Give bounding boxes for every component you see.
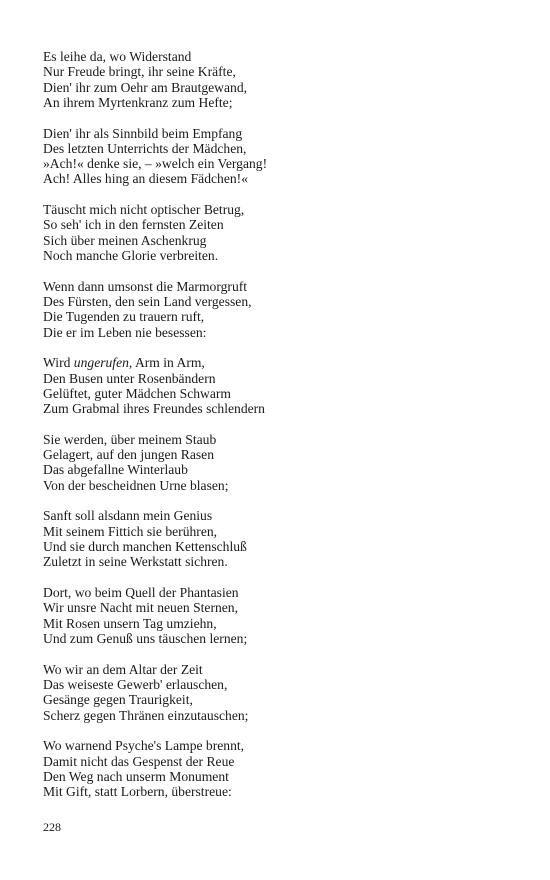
verse-line: Gelüftet, guter Mädchen Schwarm [43,385,231,401]
poem-page [43,49,523,815]
verse-line: Das abgefallne Winterlaub [43,462,188,478]
verse-line: An ihrem Myrtenkranz zum Hefte; [43,94,233,110]
verse-line: Den Busen unter Rosenbändern [43,370,216,386]
verse-line: Des Fürsten, den sein Land vergessen, [43,294,252,310]
stanza-10 [43,738,523,799]
verse-line: Gelagert, auf den jungen Rasen [43,447,214,463]
verse-line: Von der bescheidnen Urne blasen; [43,477,229,493]
verse-line: Und sie durch manchen Kettenschluß [43,539,247,555]
verse-line: »Ach!« denke sie, – »welch ein Vergang! [43,156,268,172]
verse-line: Den Weg nach unserm Monument [43,768,229,784]
verse-line: Ach! Alles hing an diesem Fädchen!« [43,171,248,187]
stanza-6 [43,432,523,493]
verse-line: Gesänge gegen Traurigkeit, [43,692,193,708]
verse-line: Sich über meinen Aschenkrug [43,232,207,248]
stanza-4 [43,279,523,340]
verse-line: Wenn dann umsonst die Marmorgruft [43,278,248,294]
stanza-2 [43,126,523,187]
verse-line: Noch manche Glorie verbreiten. [43,248,219,264]
verse-line: Dort, wo beim Quell der Phantasien [43,585,239,601]
verse-line: Täuscht mich nicht optischer Betrug, [43,202,245,218]
verse-line: Es leihe da, wo Widerstand [43,49,192,64]
verse-line: So seh' ich in den fernsten Zeiten [43,217,224,233]
verse-line [43,355,523,370]
verse-line: Mit seinem Fittich sie berühren, [43,523,218,539]
verse-line: Die er im Leben nie besessen: [43,324,207,340]
verse-line: Wir unsre Nacht mit neuen Sternen, [43,600,238,616]
page-number: 228 [43,820,61,834]
verse-line: Zuletzt in seine Werkstatt sichren. [43,554,228,570]
verse-line: Dien' ihr zum Oehr am Brautgewand, [43,79,248,95]
verse-line: Des letzten Unterrichts der Mädchen, [43,140,247,156]
verse-line: Das weiseste Gewerb' erlauschen, [43,676,228,692]
verse-fragment: Wird [43,355,74,371]
verse-line: Mit Gift, statt Lorbern, überstreue: [43,784,232,800]
verse-line: Zum Grabmal ihres Freundes schlendern [43,401,265,417]
verse-line: Mit Rosen unsern Tag umziehn, [43,615,217,631]
stanza-3 [43,202,523,263]
verse-line: Scherz gegen Thränen einzutauschen; [43,707,249,723]
stanza-5 [43,355,523,416]
verse-line: Wo warnend Psyche's Lampe brennt, [43,738,245,754]
verse-line: Damit nicht das Gespenst der Reue [43,753,235,769]
verse-emphasis: ungerufen [73,355,129,371]
verse-fragment: , Arm in Arm, [128,355,205,371]
stanza-8 [43,585,523,646]
verse-line: Wo wir an dem Altar der Zeit [43,661,203,677]
verse-line: Die Tugenden zu trauern ruft, [43,309,205,325]
verse-line: Dien' ihr als Sinnbild beim Empfang [43,125,243,141]
verse-line: Sie werden, über meinem Staub [43,431,217,447]
verse-line: Sanft soll alsdann mein Genius [43,508,213,524]
verse-line: Nur Freude bringt, ihr seine Kräfte, [43,64,236,80]
stanza-7 [43,508,523,569]
stanza-9 [43,662,523,723]
stanza-1 [43,49,523,110]
verse-line: Und zum Genuß uns täuschen lernen; [43,630,248,646]
